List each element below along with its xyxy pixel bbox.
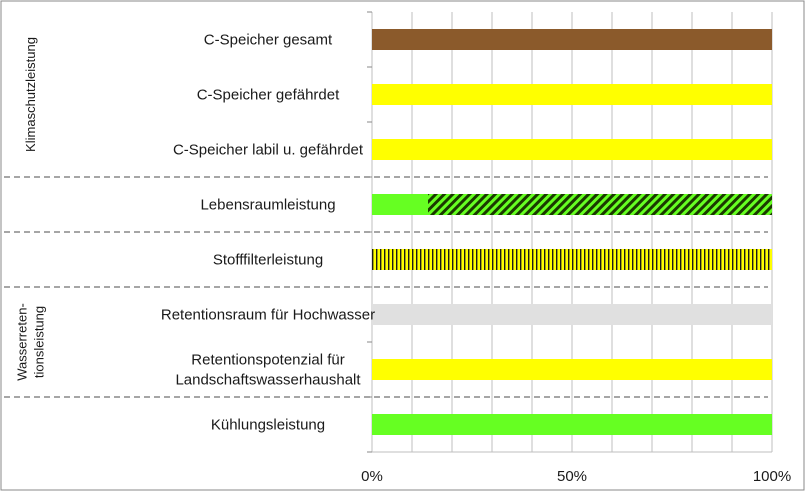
bar-segment [372, 249, 772, 270]
category-label: Kühlungsleistung [210, 416, 326, 434]
group-label: Wasserreten- [14, 303, 30, 381]
x-tick-label: 0% [361, 468, 383, 485]
bar-segment [372, 84, 772, 105]
group-label: tionsleistung [31, 305, 47, 379]
category-label: C-Speicher labil u. gefährdet [172, 141, 364, 159]
x-tick-label: 50% [556, 468, 588, 485]
bar-segment [372, 304, 772, 325]
bar-segment [372, 194, 428, 215]
category-label: C-Speicher gesamt [203, 31, 333, 49]
x-tick-label: 100% [752, 468, 792, 485]
bar-segment [372, 414, 772, 435]
category-label: Landschaftswasserhaushalt [175, 371, 361, 389]
bar-segment [428, 194, 772, 215]
category-label: Stofffilterleistung [212, 251, 324, 269]
bar-segment [372, 139, 772, 160]
group-label: Klimaschutzleistung [23, 37, 38, 152]
bar-segment [372, 359, 772, 380]
category-label: Retentionspotenzial für [191, 351, 345, 369]
bar-segment [372, 29, 772, 50]
category-label: Lebensraumleistung [200, 196, 336, 214]
category-label: Retentionsraum für Hochwasser [160, 306, 376, 324]
category-label: C-Speicher gefährdet [196, 86, 340, 104]
